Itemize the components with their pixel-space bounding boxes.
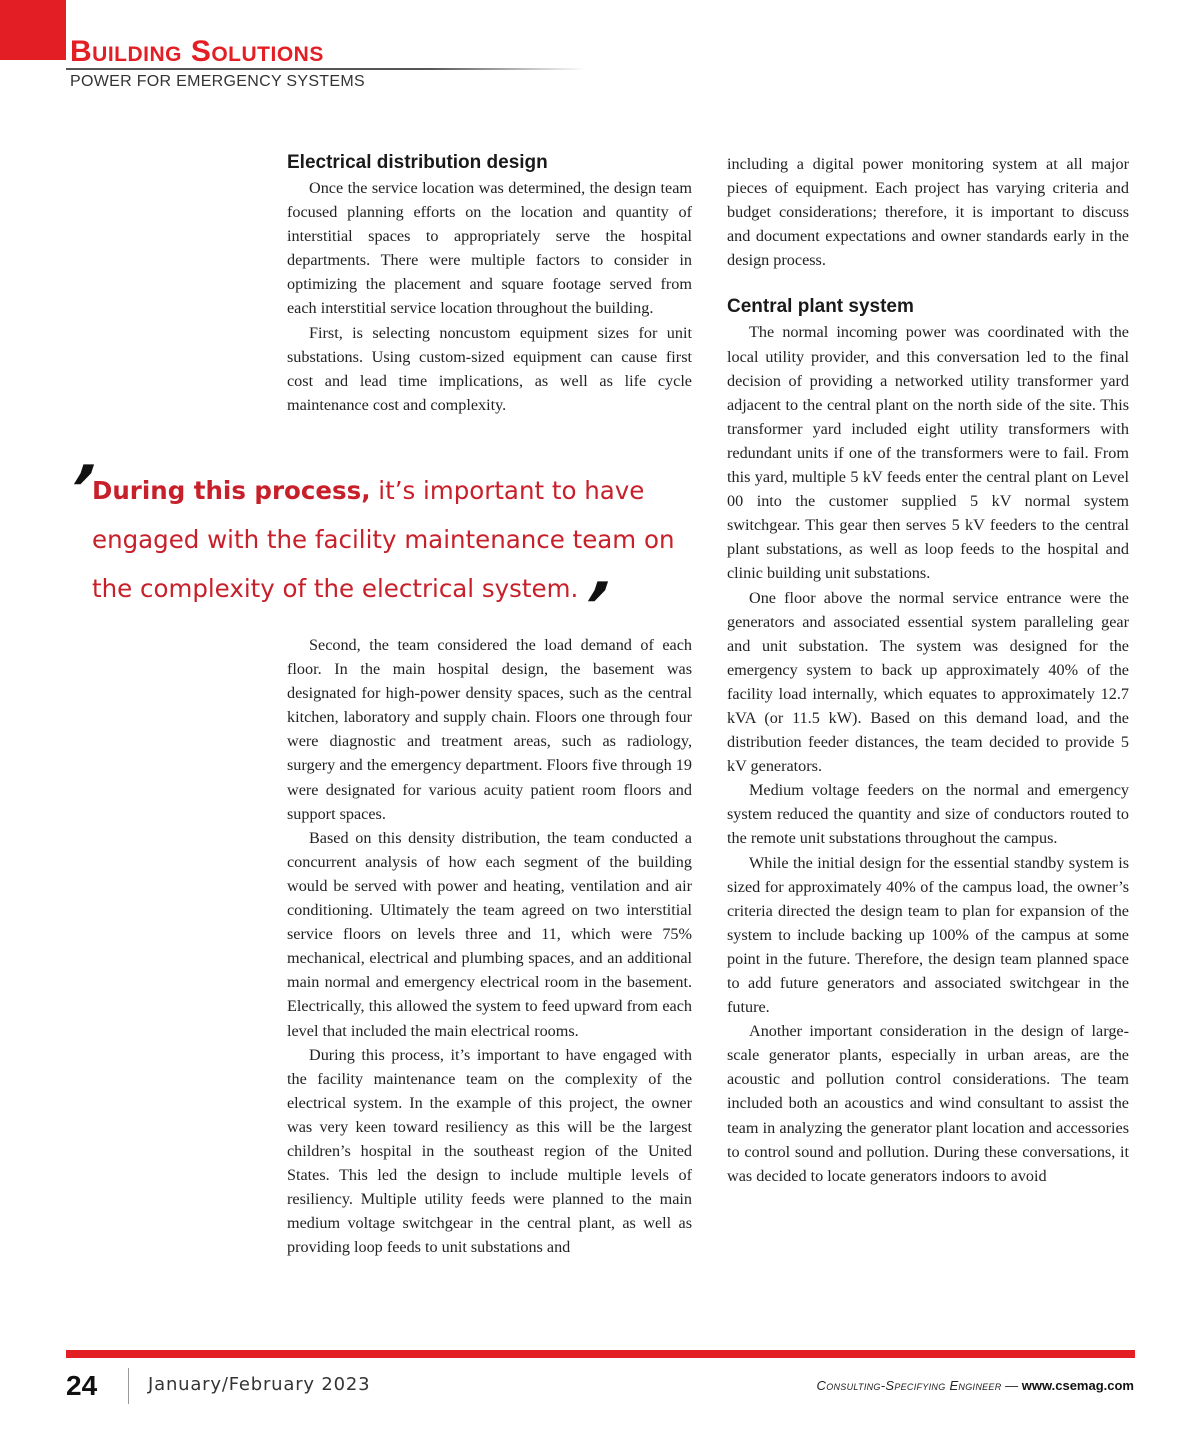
article-column-left-top bbox=[287, 150, 692, 417]
article-column-left-bottom bbox=[287, 633, 692, 1259]
section-gap bbox=[727, 272, 1129, 294]
article-column-right bbox=[727, 152, 1129, 1188]
magazine-url[interactable]: www.csemag.com bbox=[1021, 1378, 1134, 1393]
section-subtitle: POWER FOR EMERGENCY SYSTEMS bbox=[70, 73, 365, 90]
open-quote-mark: ’ bbox=[55, 453, 105, 527]
paragraph: One floor above the normal service entrance were the generators and associated essential system paralleling gear and unit substation. The system was designed for the emergency system to back up approximately 40% of the facility load internally, which equates to approximately 12.7 kVA (or 11.5 kW). Based on this demand load, and the distribution feeder distances, the team decided to provide 5 kV generators. bbox=[727, 588, 1129, 776]
magazine-credit bbox=[817, 1378, 1135, 1393]
paragraph: During this process, it’s important to have engaged with the facility maintenance team on the complexity of the electrical system. In the example of this project, the owner was very keen toward resiliency as this will be the largest children’s hospital in the southeast region of the United States. This led the design to include multiple levels of resiliency. Multiple utility feeds were planned to the main medium voltage switchgear in the central plant, as well as providing loop feeds to unit substations and bbox=[287, 1045, 692, 1257]
footer-divider bbox=[128, 1368, 129, 1404]
heading-electrical-distribution: Electrical distribution design bbox=[287, 152, 548, 173]
paragraph: The normal incoming power was coordinated with the local utility provider, and this conversation led to the final decision of providing a networked utility transformer yard adjacent to the central plant on the north side of the site. This transformer yard included eight utility transformers with redundant units if one of the transformers were to fail. From this yard, multiple 5 kV feeds enter the central plant on Level 00 into the customer supplied 5 kV normal system switchgear. This gear then serves 5 kV feeders to the central plant substations, as well as loop feeds to the hospital and clinic building unit substations. bbox=[727, 323, 1129, 583]
credit-separator: — bbox=[1001, 1378, 1022, 1393]
issue-date: January/February 2023 bbox=[148, 1374, 371, 1395]
magazine-name: Consulting-Specifying Engineer bbox=[816, 1378, 1002, 1393]
heading-central-plant: Central plant system bbox=[727, 296, 914, 318]
page-number: 24 bbox=[66, 1370, 98, 1401]
footer-rule bbox=[66, 1350, 1135, 1358]
section-title: Building Solutions bbox=[70, 35, 324, 68]
pull-quote-lead: During this process, bbox=[92, 476, 371, 505]
paragraph: Once the service location was determined, the design team focused planning efforts on the location and quantity of interstitial spaces to appropriately serve the hospital departments. There were multiple factors to consider in optimizing the placement and square footage served from each interstitial service location throughout the building. bbox=[287, 179, 692, 318]
paragraph: Based on this density distribution, the team conducted a concurrent analysis of how each segment of the building would be served with power and heating, ventilation and air conditioning. Ultimately the team agreed on two interstitial service floors on levels three and 11, which were 75% mechanical, electrical and plumbing spaces, and an additional main normal and emergency electrical room in the basement. Electrically, this allowed the system to feed upward from each level that included the main electrical rooms. bbox=[287, 828, 692, 1040]
pull-quote-text: it’s important to have engaged with the facility maintenance team on the complexity of the electrical system. bbox=[92, 476, 675, 603]
paragraph: While the initial design for the essential standby system is sized for approximately 40% of the campus load, the owner’s criteria directed the design team to plan for expansion of the system to include backing up 100% of the campus at some point in the future. Therefore, the design team planned space to add future generators and associated switchgear in the future. bbox=[727, 853, 1129, 1017]
paragraph: Second, the team considered the load demand of each floor. In the main hospital design, the basement was designated for high-power density spaces, such as the central kitchen, laboratory and supply chain. Floors one through four were diagnostic and treatment areas, such as radiology, surgery and the emergency department. Floors five through 19 were designated for various acuity patient room floors and support spaces. bbox=[287, 636, 692, 823]
paragraph: Another important consideration in the design of large-scale generator plants, especially in urban areas, are the acoustic and pollution control considerations. The team included both an acoustics and wind consultant to assist the team in analyzing the generator plant location and accessories to control sound and pollution. During these conversations, it was decided to locate generators indoors to avoid bbox=[727, 1022, 1129, 1185]
paragraph-continued: including a digital power monitoring system at all major pieces of equipment. Each project has varying criteria and budget considerations; therefore, it is important to discuss and document expectations and owner standards early in the design process. bbox=[727, 155, 1129, 270]
paragraph: Medium voltage feeders on the normal and emergency system reduced the quantity and size of conductors routed to the remote unit substations throughout the campus. bbox=[727, 781, 1129, 848]
paragraph: First, is selecting noncustom equipment sizes for unit substations. Using custom-sized equipment can cause first cost and lead time implications, as well as life cycle maintenance cost and complexity. bbox=[287, 323, 692, 414]
header-rule bbox=[66, 68, 586, 70]
close-quote-mark: ’ bbox=[569, 570, 619, 644]
header-accent-block bbox=[0, 0, 66, 60]
